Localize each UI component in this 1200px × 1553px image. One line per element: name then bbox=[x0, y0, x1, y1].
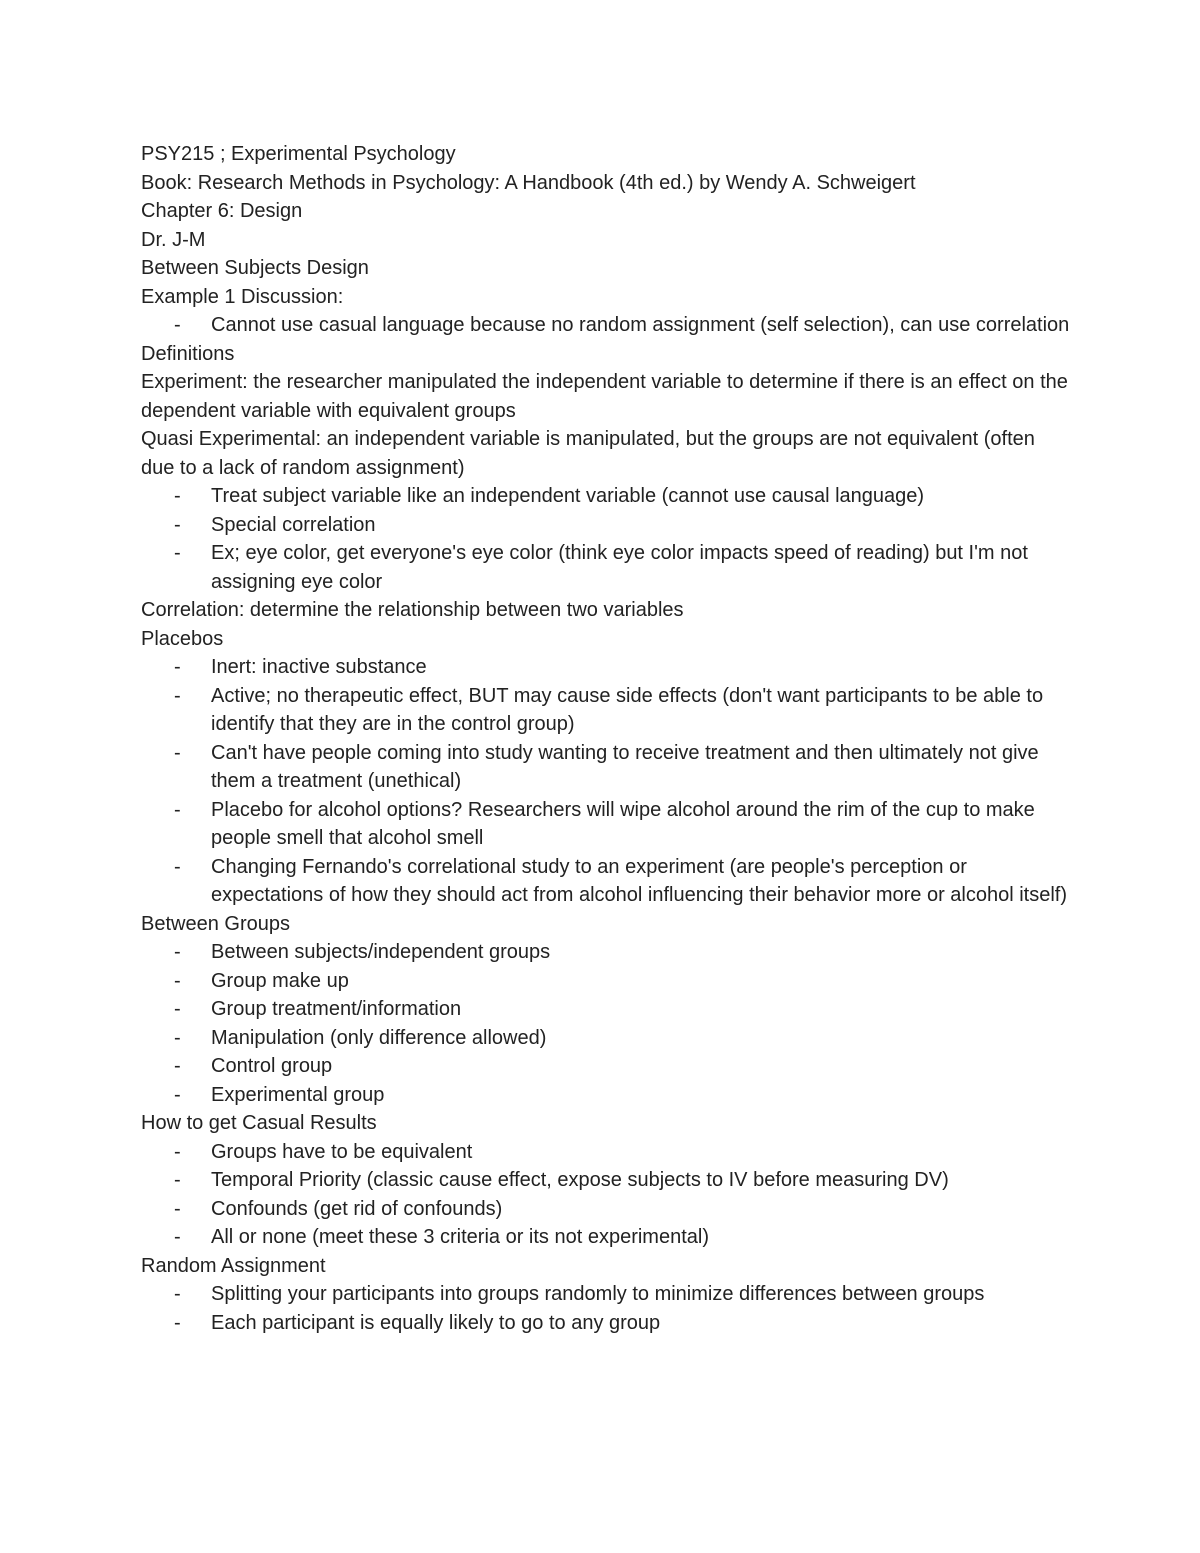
section-heading: Experiment: the researcher manipulated the independent variable to determine if there is an effect on the dependent variable with equivalent groups bbox=[141, 371, 1068, 422]
bullet-dash: - bbox=[174, 855, 181, 878]
bullet-text: Placebo for alcohol options? Researchers will wipe alcohol around the rim of the cup to make people smell that alcohol smell bbox=[211, 798, 1035, 849]
bullet-dash: - bbox=[174, 513, 181, 536]
section-heading: How to get Casual Results bbox=[141, 1112, 377, 1134]
bullet-text: Ex; eye color, get everyone's eye color (think eye color impacts speed of reading) but I'm not assigning eye color bbox=[211, 542, 1028, 593]
bullet-item bbox=[141, 653, 1071, 682]
section-heading: Correlation: determine the relationship between two variables bbox=[141, 599, 684, 621]
bullet-text: Changing Fernando's correlational study to an experiment (are people's perception or expectations of how they should act from alcohol influencing their behavior more or alcohol itself) bbox=[211, 855, 1068, 906]
bullet-dash: - bbox=[174, 1197, 181, 1220]
bullet-dash: - bbox=[174, 542, 181, 564]
bullet-text: Group treatment/information bbox=[211, 998, 462, 1020]
bullet-text: Confounds (get rid of confounds) bbox=[211, 1197, 503, 1220]
bullet-item bbox=[141, 1052, 1071, 1081]
bullet-dash: - bbox=[174, 941, 181, 963]
bullet-text: Special correlation bbox=[211, 513, 376, 536]
section-heading: Quasi Experimental: an independent variable is manipulated, but the groups are not equivalent (often due to a lack of random assignment) bbox=[141, 428, 1035, 479]
bullet-item bbox=[141, 739, 1071, 796]
bullet-dash: - bbox=[174, 1283, 181, 1305]
bullet-item bbox=[141, 1309, 1071, 1338]
book-reference: Book: Research Methods in Psychology: A Handbook (4th ed.) by Wendy A. Schweigert bbox=[141, 171, 916, 194]
bullet-text: Temporal Priority (classic cause effect, expose subjects to IV before measuring DV) bbox=[211, 1169, 949, 1191]
bullet-text: Control group bbox=[211, 1055, 333, 1077]
bullet-dash: - bbox=[174, 1083, 181, 1106]
bullet-text: Manipulation (only difference allowed) bbox=[211, 1026, 547, 1049]
bullet-item bbox=[141, 1195, 1071, 1224]
bullet-text: Treat subject variable like an independent variable (cannot use causal language) bbox=[211, 485, 925, 507]
bullet-list bbox=[141, 653, 1071, 910]
bullet-item bbox=[141, 1024, 1071, 1053]
bullet-item bbox=[141, 511, 1071, 540]
document-body bbox=[141, 140, 1071, 1337]
bullet-dash: - bbox=[174, 1026, 181, 1049]
bullet-dash: - bbox=[174, 314, 181, 336]
bullet-text: Each participant is equally likely to go to any group bbox=[211, 1311, 661, 1334]
bullet-dash: - bbox=[174, 684, 181, 707]
bullet-text: Groups have to be equivalent bbox=[211, 1140, 473, 1163]
bullet-item bbox=[141, 482, 1071, 511]
instructor-name: Dr. J-M bbox=[141, 228, 206, 251]
bullet-dash: - bbox=[174, 1169, 181, 1191]
bullet-text: Splitting your participants into groups randomly to minimize differences between groups bbox=[211, 1283, 985, 1305]
bullet-item bbox=[141, 1166, 1071, 1195]
bullet-item bbox=[141, 682, 1071, 739]
bullet-item bbox=[141, 967, 1071, 996]
bullet-dash: - bbox=[174, 485, 181, 507]
bullet-dash: - bbox=[174, 998, 181, 1020]
bullet-item bbox=[141, 853, 1071, 910]
bullet-dash: - bbox=[174, 741, 181, 764]
course-title: PSY215 ; Experimental Psychology bbox=[141, 143, 456, 165]
bullet-item bbox=[141, 1280, 1071, 1309]
section-heading: Between Groups bbox=[141, 912, 290, 935]
notes-sections bbox=[141, 283, 1071, 1338]
topic-title: Between Subjects Design bbox=[141, 257, 369, 279]
bullet-dash: - bbox=[174, 969, 181, 992]
section-heading: Random Assignment bbox=[141, 1254, 326, 1277]
bullet-item bbox=[141, 995, 1071, 1024]
bullet-item bbox=[141, 796, 1071, 853]
bullet-list bbox=[141, 1138, 1071, 1252]
bullet-item bbox=[141, 539, 1071, 596]
bullet-item bbox=[141, 311, 1071, 340]
bullet-text: Can't have people coming into study wanting to receive treatment and then ultimately not give them a treatment (unethical) bbox=[211, 741, 1039, 792]
bullet-list bbox=[141, 482, 1071, 596]
bullet-item bbox=[141, 1081, 1071, 1110]
section-heading: Placebos bbox=[141, 627, 224, 650]
bullet-dash: - bbox=[174, 798, 181, 821]
bullet-text: All or none (meet these 3 criteria or its not experimental) bbox=[211, 1226, 709, 1248]
bullet-dash: - bbox=[174, 1226, 181, 1248]
bullet-item bbox=[141, 1138, 1071, 1167]
bullet-dash: - bbox=[174, 1055, 181, 1077]
bullet-item bbox=[141, 938, 1071, 967]
bullet-dash: - bbox=[174, 656, 181, 678]
bullet-list bbox=[141, 311, 1071, 340]
bullet-list bbox=[141, 1280, 1071, 1337]
bullet-dash: - bbox=[174, 1311, 181, 1334]
bullet-text: Group make up bbox=[211, 969, 349, 992]
section-heading: Definitions bbox=[141, 342, 235, 365]
bullet-text: Active; no therapeutic effect, BUT may cause side effects (don't want participants to be able to identify that they are in the control group) bbox=[211, 684, 1044, 735]
bullet-text: Inert: inactive substance bbox=[211, 656, 427, 678]
section-heading: Example 1 Discussion: bbox=[141, 285, 344, 308]
bullet-item bbox=[141, 1223, 1071, 1252]
bullet-dash: - bbox=[174, 1140, 181, 1163]
bullet-list bbox=[141, 938, 1071, 1109]
bullet-text: Cannot use casual language because no random assignment (self selection), can use correlation bbox=[211, 314, 1070, 336]
bullet-text: Between subjects/independent groups bbox=[211, 941, 551, 963]
chapter-title: Chapter 6: Design bbox=[141, 200, 303, 222]
bullet-text: Experimental group bbox=[211, 1083, 385, 1106]
